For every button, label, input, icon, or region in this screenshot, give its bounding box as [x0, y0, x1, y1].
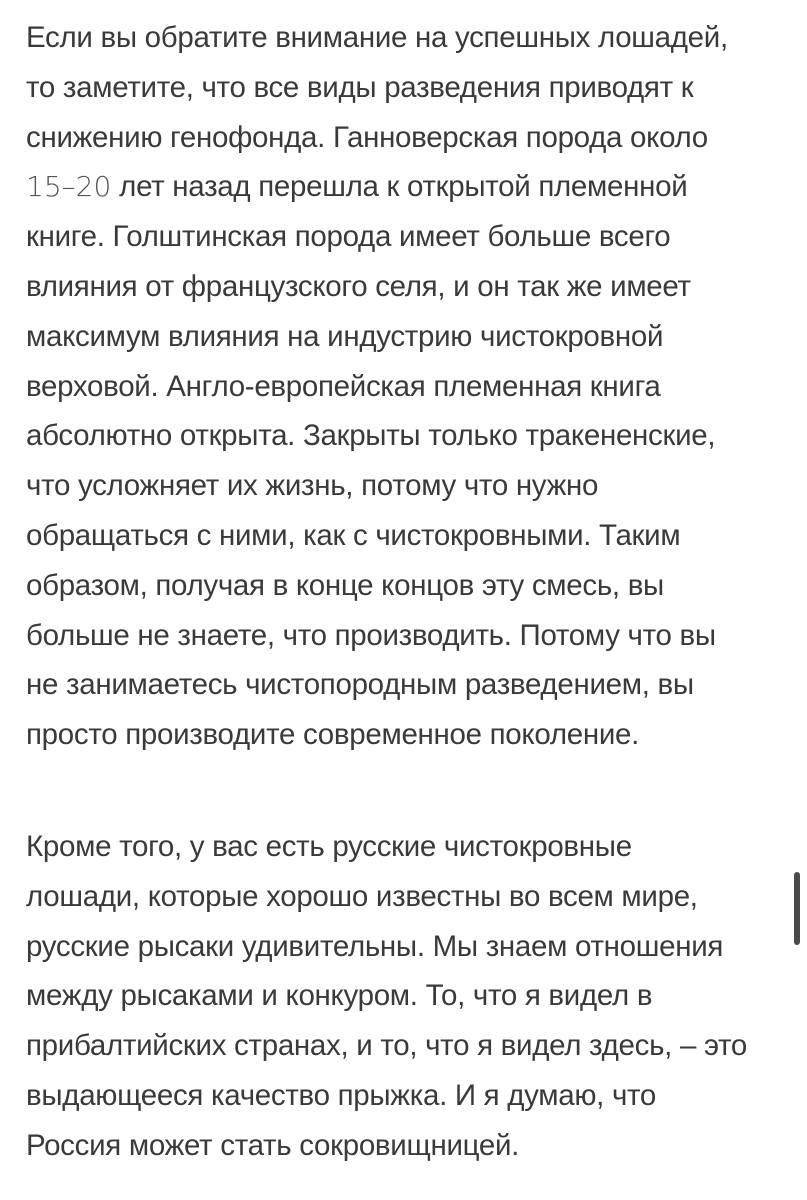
paragraph-line: книге. Голштинская порода имеет больше всего	[26, 220, 671, 254]
paragraph-line: то заметите, что все виды разведения приводят к	[26, 70, 694, 104]
paragraph-1	[26, 13, 801, 760]
scrollbar-thumb[interactable]	[794, 872, 800, 945]
paragraph-line: абсолютно открыта. Закрыты только тракененские,	[26, 419, 716, 453]
paragraph-line-with-number	[26, 162, 801, 212]
paragraph-line: просто производите современное поколение.	[26, 718, 640, 752]
paragraph-line: обращаться с ними, как с чистокровными. Таким	[26, 518, 681, 552]
paragraph-line: что усложняет их жизнь, потому что нужно	[26, 469, 599, 503]
paragraph-line: больше не знаете, что производить. Потому что вы	[26, 618, 716, 652]
paragraph-line: лошади, которые хорошо известны во всем мире,	[26, 879, 698, 913]
paragraph-line: верховой. Англо-европейская племенная книга	[26, 369, 661, 403]
paragraph-line: русские рысаки удивительны. Мы знаем отношения	[26, 929, 724, 963]
year-range-number: 15–20	[26, 170, 112, 204]
paragraph-line: прибалтийских странах, и то, что я видел здесь, – это	[26, 1029, 748, 1063]
paragraph-line: влияния от французского селя, и он так же имеет	[26, 269, 691, 303]
paragraph-line: Если вы обратите внимание на успешных лошадей,	[26, 21, 728, 54]
paragraph-line: Кроме того, у вас есть русские чистокровные	[26, 829, 632, 863]
article-body	[26, 13, 801, 1171]
paragraph-line: выдающееся качество прыжка. И я думаю, что	[26, 1078, 657, 1112]
paragraph-line-rest: лет назад перешла к открытой племенной	[111, 170, 688, 204]
paragraph-line: не занимаетесь чистопородным разведением, вы	[26, 668, 694, 702]
paragraph-line: между рысаками и конкуром. То, что я видел в	[26, 979, 653, 1013]
paragraph-2	[26, 822, 801, 1171]
paragraph-line: максимум влияния на индустрию чистокровной	[26, 319, 664, 353]
paragraph-gap	[26, 760, 801, 822]
paragraph-line: Россия может стать сокровищницей.	[26, 1128, 520, 1162]
paragraph-line: снижению генофонда. Ганноверская порода около	[26, 120, 708, 154]
paragraph-line: образом, получая в конце концов эту смесь, вы	[26, 568, 664, 602]
